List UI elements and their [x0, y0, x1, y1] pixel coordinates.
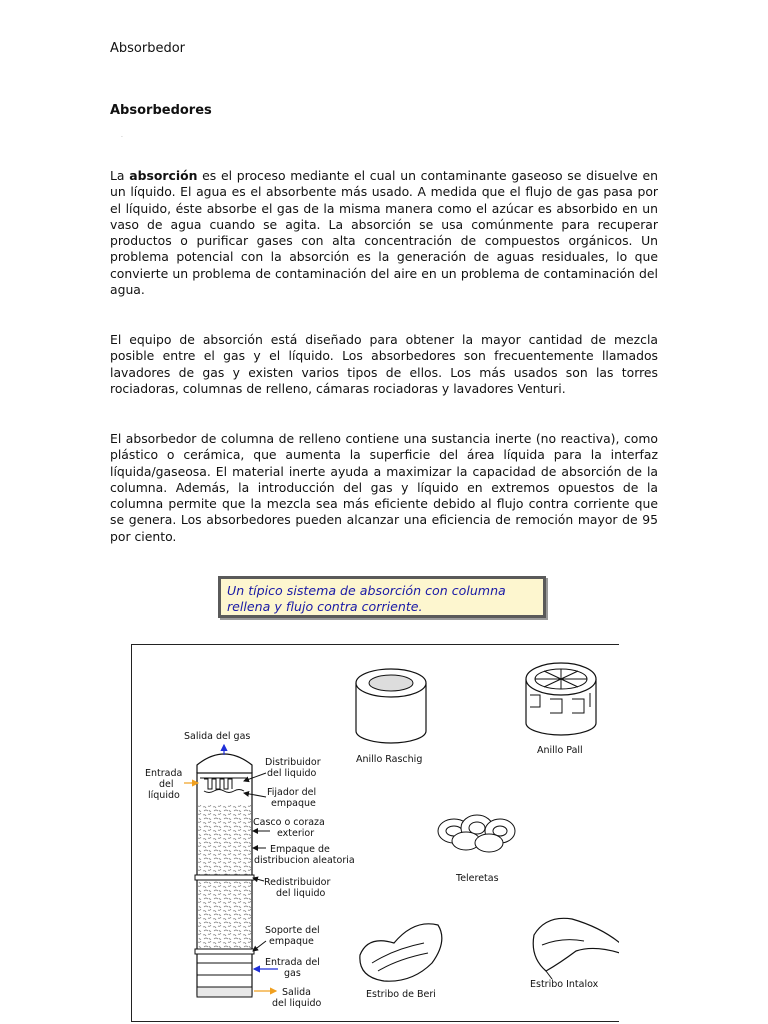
label-raschig-ring: Anillo Raschig: [356, 754, 423, 765]
label-shell-1: Casco o coraza: [253, 817, 325, 828]
label-gas-in-2: gas: [284, 968, 301, 979]
label-support-1: Soporte del: [265, 925, 320, 936]
label-tellerettes: Teleretas: [456, 873, 499, 884]
label-gas-in-1: Entrada del: [265, 957, 320, 968]
paragraph-packed-column: El absorbedor de columna de relleno contiene una sustancia inerte (no reactiva), como plástico o cerámica, que aumenta la superficie del área líquida para la interfaz líquida/gaseosa. El material inerte ayuda a maximizar la capacidad de absorción de la columna. Además, la introducción del gas y líquido en extremos opuestos de la columna permite que la mezcla sea más eficiente debido al flujo contra corriente que se genera. Los absorbedores pueden alcanzar una eficiencia de remoción mayor de 95 por ciento.: [110, 431, 658, 544]
label-shell-2: exterior: [277, 828, 315, 839]
intalox-saddle-drawing: [533, 918, 619, 979]
section-heading: Absorbedores: [110, 103, 212, 118]
packed-column-figure: [131, 644, 619, 1022]
tellerettes-drawing: [438, 815, 515, 852]
label-gas-out: Salida del gas: [184, 731, 251, 742]
label-holddown-1: Fijador del: [267, 787, 317, 798]
figure-caption: Un típico sistema de absorción con columna rellena y flujo contra corriente.: [218, 576, 546, 618]
label-support-2: empaque: [269, 936, 314, 947]
tiny-mark: .: [121, 132, 123, 139]
label-pall-ring: Anillo Pall: [537, 745, 583, 756]
berl-saddle-drawing: [360, 924, 442, 981]
label-liquid-in-2: del: [159, 779, 174, 790]
label-distributor-1: Distribuidor: [265, 757, 321, 768]
label-liquid-out-1: Salida: [282, 987, 311, 998]
paragraph-absorption: [110, 168, 658, 298]
paragraph-equipment: El equipo de absorción está diseñado para obtener la mayor cantidad de mezcla posible entre el gas y el líquido. Los absorbedores son frecuentemente llamados lavadores de gas y existen varios tipos de ellos. Los más usados son las torres rociadoras, columnas de relleno, cámaras rociadoras y lavadores Venturi.: [110, 332, 658, 396]
label-packing-1: Empaque de: [270, 844, 330, 855]
packed-column-drawing: [195, 746, 254, 997]
absorption-term: absorción: [129, 168, 198, 183]
header-title: Absorbedor: [110, 41, 186, 56]
label-distributor-2: del liquido: [267, 768, 317, 779]
label-redistributor-2: del liquido: [276, 888, 326, 899]
label-berl-saddle: Estribo de Beri: [366, 989, 436, 1000]
label-liquid-in-1: Entrada: [145, 768, 183, 779]
pall-ring-drawing: [526, 663, 596, 735]
raschig-ring-drawing: [356, 669, 426, 743]
label-holddown-2: empaque: [271, 798, 316, 809]
label-intalox-saddle: Estribo Intalox: [530, 979, 599, 990]
label-liquid-in-3: líquido: [148, 790, 180, 801]
label-liquid-out-2: del liquido: [272, 998, 322, 1009]
paragraph-lead: La: [110, 168, 130, 183]
label-packing-2: distribucion aleatoria: [254, 855, 355, 866]
label-redistributor-1: Redistribuidor: [264, 877, 331, 888]
paragraph-rest: es el proceso mediante el cual un contaminante gaseoso se disuelve en un líquido. El agua es el absorbente más usado. A medida que el flujo de gas pasa por el líquido, éste absorbe el gas de la misma manera como el azúcar es absorbido en un vaso de agua cuando se agita. La absorción se usa comúnmente para recuperar productos o purificar gases con alta concentración de compuestos orgánicos. Un problema potencial con la absorción es la generación de aguas residuales, lo que convierte un problema de contaminación del aire en un problema de contaminación del agua.: [110, 168, 658, 298]
